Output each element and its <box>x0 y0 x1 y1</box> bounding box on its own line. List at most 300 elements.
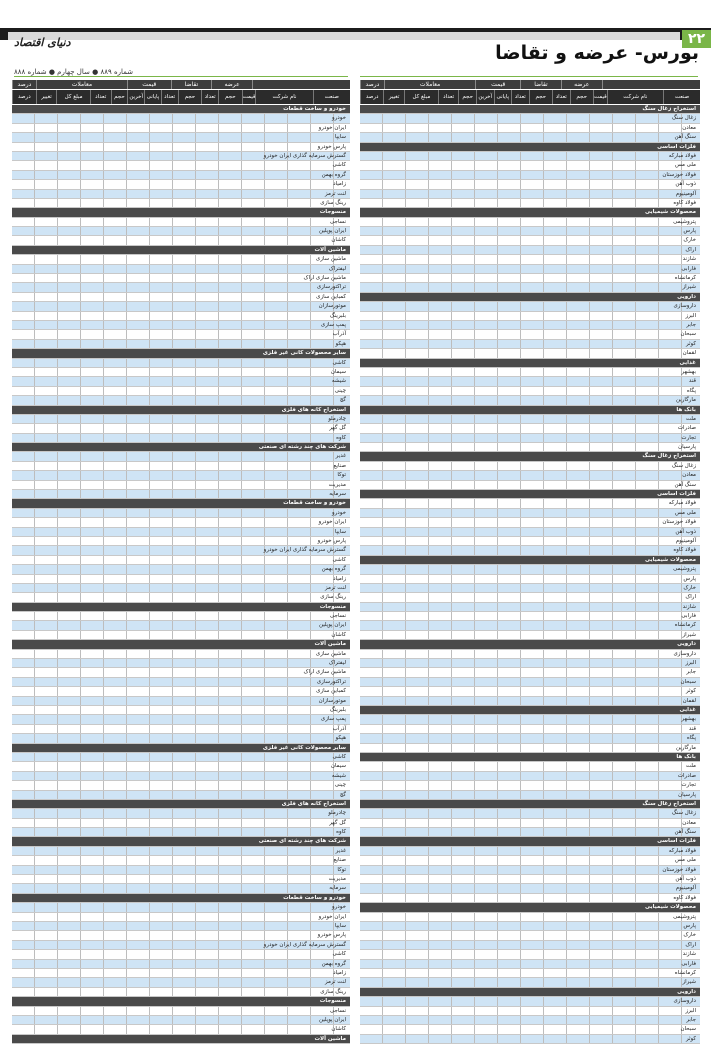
company-name: سیمان <box>330 368 346 375</box>
table-row <box>360 697 700 706</box>
table-row <box>12 950 350 959</box>
company-name: اراک <box>685 246 696 253</box>
group-label: قیمت <box>127 80 171 89</box>
table-row <box>360 330 700 339</box>
table-row <box>12 678 350 687</box>
table-row <box>360 875 700 884</box>
divider <box>14 76 348 77</box>
company-name: معادن <box>682 124 696 131</box>
table-row <box>12 819 350 828</box>
table-row <box>12 866 350 875</box>
table-row <box>360 518 700 527</box>
table-row <box>12 452 350 461</box>
table-row <box>12 969 350 978</box>
company-name: پتروشیمی <box>673 566 696 573</box>
sector-header <box>12 208 350 217</box>
table-row <box>360 762 700 771</box>
table-row <box>360 434 700 443</box>
table-row <box>12 152 350 161</box>
table-row <box>12 884 350 893</box>
sector-header <box>12 640 350 649</box>
table-row <box>12 593 350 602</box>
company-name: فولاد خوزستان <box>662 866 696 873</box>
company-name: صادرات <box>677 425 696 432</box>
table-row <box>360 114 700 123</box>
table-row <box>12 903 350 912</box>
company-name: ذوب آهن <box>675 528 696 535</box>
sector-header <box>12 603 350 612</box>
company-name: لقمان <box>682 350 696 357</box>
table-row <box>360 312 700 321</box>
company-name: سیمان <box>330 763 346 770</box>
company-name: گسترش سرمایه گذاری ایران خودرو <box>263 152 346 159</box>
company-name: کمباین سازی <box>316 688 346 695</box>
company-name: ایران خودرو <box>318 124 346 131</box>
sector-label: ماشین آلات <box>314 641 346 648</box>
company-name: موتورسازان <box>318 303 346 310</box>
table-row <box>12 161 350 170</box>
company-name: پتروشیمی <box>673 218 696 225</box>
company-name: بلبرینگ <box>329 312 346 319</box>
sector-header <box>360 452 700 461</box>
table-row <box>12 518 350 527</box>
company-name: گروه بهمن <box>321 960 346 967</box>
company-name: فولاد کاوه <box>673 199 696 206</box>
table-row <box>12 265 350 274</box>
table-row <box>360 1025 700 1034</box>
table-row <box>12 931 350 940</box>
company-name: معادن <box>682 819 696 826</box>
company-name: فولاد کاوه <box>673 894 696 901</box>
sector-label: دارویی <box>677 293 696 300</box>
company-name: خودرو <box>331 509 346 516</box>
table-row <box>360 377 700 386</box>
column-header: تعداد <box>511 90 529 104</box>
table-row <box>12 377 350 386</box>
company-name: کوثر <box>685 340 696 347</box>
company-name: البرز <box>685 1007 696 1014</box>
table-row <box>360 180 700 189</box>
table-row <box>12 960 350 969</box>
table-row <box>360 471 700 480</box>
company-name: گسترش سرمایه گذاری ایران خودرو <box>263 547 346 554</box>
company-name: فارابی <box>681 960 696 967</box>
company-name: کوثر <box>685 1035 696 1042</box>
column-header: تغییر <box>36 90 57 104</box>
column-header: قیمت <box>242 90 256 104</box>
table-row <box>360 1016 700 1025</box>
company-name: پارس خودرو <box>317 537 346 544</box>
table-row <box>360 931 700 940</box>
table-row <box>12 434 350 443</box>
table-row <box>12 293 350 302</box>
group-label: تقاضا <box>171 80 212 89</box>
company-name: رینگ سازی <box>320 199 346 206</box>
sector-header <box>360 105 700 114</box>
sector-label: فلزات اساسی <box>657 491 696 498</box>
company-name: پمپ سازی <box>320 321 346 328</box>
company-name: البرز <box>685 660 696 667</box>
company-name: سبحان <box>680 1026 696 1033</box>
company-name: آذرآب <box>332 725 346 732</box>
company-name: نساجی <box>329 1007 346 1014</box>
company-name: پارس <box>683 575 696 582</box>
table-row <box>360 791 700 800</box>
company-name: کاشان <box>331 237 346 244</box>
company-name: ملی مس <box>674 509 696 516</box>
column-header: آخرین <box>476 90 494 104</box>
company-name: فولاد مبارکه <box>668 152 696 159</box>
table-row <box>12 762 350 771</box>
sector-label: خودرو و ساخت قطعات <box>283 894 346 901</box>
table-row <box>360 922 700 931</box>
table-row <box>360 152 700 161</box>
company-name: مارگارین <box>676 744 696 751</box>
company-name: ایران پوپلین <box>319 622 346 629</box>
table-row <box>360 171 700 180</box>
company-name: شیشه <box>331 378 346 385</box>
table-row <box>12 575 350 584</box>
left-rows <box>12 105 350 1044</box>
company-name: مدیریت <box>328 481 346 488</box>
company-name: ایران پوپلین <box>319 1016 346 1023</box>
company-name: کرمانشاه <box>674 969 696 976</box>
table-row <box>360 734 700 743</box>
company-name: تراکتورسازی <box>316 284 346 291</box>
column-header: حجم <box>458 90 476 104</box>
sector-label: دارویی <box>677 641 696 648</box>
company-name: سنگ آهن <box>674 481 696 488</box>
sector-header <box>12 997 350 1006</box>
group-label: عرضه <box>211 80 252 89</box>
table-row <box>360 781 700 790</box>
company-name: شیراز <box>682 284 696 291</box>
company-name: صادرات <box>677 772 696 779</box>
company-name: رینگ سازی <box>320 988 346 995</box>
company-name: کاشی <box>332 951 346 958</box>
table-row <box>360 274 700 283</box>
table-row <box>12 424 350 433</box>
table-row <box>12 715 350 724</box>
divider <box>360 76 698 77</box>
table-row <box>360 969 700 978</box>
table-row <box>12 321 350 330</box>
company-name: سایپا <box>334 922 346 929</box>
company-name: گسترش سرمایه گذاری ایران خودرو <box>263 941 346 948</box>
company-name: کرمانشاه <box>674 622 696 629</box>
left-column-header <box>12 90 350 105</box>
sector-label: غذایی <box>679 707 696 713</box>
company-name: رینگ سازی <box>320 594 346 601</box>
table-row <box>360 499 700 508</box>
company-name: جابر <box>686 321 696 328</box>
sector-header <box>360 753 700 762</box>
table-row <box>360 744 700 753</box>
table-row <box>360 650 700 659</box>
company-name: کاشی <box>332 753 346 760</box>
table-row <box>12 218 350 227</box>
company-name: بهشهر <box>681 716 696 723</box>
company-name: ملت <box>685 415 696 422</box>
column-header: تعداد <box>161 90 178 104</box>
company-name: کاشی <box>332 556 346 563</box>
table-row <box>360 265 700 274</box>
table-row <box>12 387 350 396</box>
company-name: چینی <box>334 782 346 789</box>
company-name: پتروشیمی <box>673 913 696 920</box>
table-row <box>12 753 350 762</box>
table-row <box>360 481 700 490</box>
table-row <box>12 124 350 133</box>
column-header: نام شرکت <box>255 90 312 104</box>
table-row <box>360 612 700 621</box>
sector-label: محصولات شیمیایی <box>644 556 696 563</box>
column-header: تعداد <box>438 90 458 104</box>
company-name: گروه بهمن <box>321 171 346 178</box>
table-row <box>360 387 700 396</box>
company-name: خودرو <box>331 904 346 911</box>
company-name: لنت ترمز <box>324 584 346 591</box>
group-label <box>602 80 700 89</box>
company-name: نساجی <box>329 218 346 225</box>
table-row <box>12 255 350 264</box>
brand-logo: دنیای اقتصاد <box>14 36 71 49</box>
table-row <box>12 236 350 245</box>
table-row <box>360 236 700 245</box>
table-row <box>360 913 700 922</box>
table-row <box>12 481 350 490</box>
company-name: آلومینیوم <box>675 190 696 197</box>
sector-label: محصولات شیمیایی <box>644 209 696 216</box>
table-row <box>360 218 700 227</box>
table-row <box>360 443 700 452</box>
sector-header <box>12 800 350 809</box>
company-name: چادرملو <box>328 810 346 817</box>
company-name: غدیر <box>335 453 346 460</box>
company-name: گچ <box>339 791 346 798</box>
table-row <box>12 734 350 743</box>
company-name: آلومینیوم <box>675 885 696 892</box>
company-name: موتورسازان <box>318 697 346 704</box>
table-row <box>360 715 700 724</box>
table-row <box>12 913 350 922</box>
table-row <box>360 1007 700 1016</box>
company-name: قند <box>688 378 696 385</box>
table-row <box>360 528 700 537</box>
sector-label: ماشین آلات <box>314 1035 346 1042</box>
sector-header <box>12 105 350 114</box>
page-title: بورس- عرضه و تقاضا <box>495 42 699 64</box>
company-name: کاشی <box>332 359 346 366</box>
table-row <box>12 143 350 152</box>
company-name: لقمان <box>682 697 696 704</box>
company-name: شازند <box>682 951 696 958</box>
table-row <box>12 312 350 321</box>
table-row <box>12 462 350 471</box>
group-label: درصد <box>360 80 384 89</box>
column-header: نام شرکت <box>607 90 663 104</box>
company-name: شیراز <box>682 631 696 638</box>
company-name: پارس <box>683 228 696 235</box>
company-name: پارس خودرو <box>317 932 346 939</box>
sector-header <box>12 246 350 255</box>
column-header: تعداد <box>201 90 218 104</box>
table-row <box>360 687 700 696</box>
company-name: آلومینیوم <box>675 537 696 544</box>
sector-header <box>12 349 350 358</box>
sector-header <box>12 443 350 452</box>
column-header: صنعت <box>313 90 350 104</box>
company-name: سایپا <box>334 528 346 535</box>
table-row <box>12 687 350 696</box>
column-header: حجم <box>570 90 593 104</box>
table-row <box>12 415 350 424</box>
table-row <box>12 856 350 865</box>
table-row <box>12 283 350 292</box>
column-header: مبلغ کل <box>404 90 438 104</box>
table-row <box>360 772 700 781</box>
company-name: شیشه <box>331 772 346 779</box>
company-name: ملی مس <box>674 857 696 864</box>
table-row <box>360 950 700 959</box>
company-name: سنگ آهن <box>674 829 696 836</box>
company-name: چادرملو <box>328 415 346 422</box>
column-header: حجم <box>178 90 202 104</box>
table-row <box>12 359 350 368</box>
company-name: فولاد کاوه <box>673 547 696 554</box>
company-name: سنگ آهن <box>674 134 696 141</box>
sector-header <box>12 1035 350 1044</box>
table-row <box>360 415 700 424</box>
table-row <box>360 978 700 987</box>
table-row <box>12 791 350 800</box>
company-name: داروسازی <box>673 303 696 310</box>
company-name: سرمایه <box>329 885 346 892</box>
company-name: کاشان <box>331 1026 346 1033</box>
table-row <box>12 621 350 630</box>
column-header: تغییر <box>383 90 403 104</box>
sector-label: محصولات شیمیایی <box>644 904 696 911</box>
column-header: تعداد <box>90 90 111 104</box>
right-group-header <box>360 80 700 90</box>
sector-header <box>12 499 350 508</box>
sector-label: غذایی <box>679 359 696 366</box>
table-row <box>12 368 350 377</box>
company-name: فارابی <box>681 613 696 620</box>
company-name: داروسازی <box>673 998 696 1005</box>
company-name: پارس <box>683 922 696 929</box>
company-name: بهشهر <box>681 368 696 375</box>
table-row <box>12 875 350 884</box>
right-column-header <box>360 90 700 105</box>
sector-header <box>360 406 700 415</box>
column-header: حجم <box>529 90 552 104</box>
table-row <box>360 603 700 612</box>
company-name: جابر <box>686 669 696 676</box>
table-row <box>12 302 350 311</box>
company-name: شازند <box>682 603 696 610</box>
table-row <box>360 960 700 969</box>
company-name: زامیاد <box>333 575 346 582</box>
table-row <box>360 133 700 142</box>
sector-header <box>360 903 700 912</box>
table-row <box>360 941 700 950</box>
company-name: اراک <box>685 594 696 601</box>
group-label: معاملات <box>384 80 475 89</box>
company-name: مارگارین <box>676 397 696 404</box>
sector-header <box>360 359 700 368</box>
company-name: توکا <box>337 866 346 873</box>
table-row <box>12 556 350 565</box>
table-row <box>12 697 350 706</box>
table-row <box>12 725 350 734</box>
company-name: کاوه <box>336 434 346 441</box>
company-name: زغال سنگ <box>671 810 696 817</box>
company-name: چینی <box>334 387 346 394</box>
column-header: مبلغ کل <box>56 90 90 104</box>
company-name: شیراز <box>682 979 696 986</box>
company-name: پمپ سازی <box>320 716 346 723</box>
table-row <box>360 246 700 255</box>
sector-label: منسوجات <box>319 998 346 1005</box>
sector-header <box>360 490 700 499</box>
issue-info: شماره ۸۸۹ ● سال چهارم ● شماره ۸۸۸ <box>14 68 134 76</box>
company-name: خارک <box>683 237 696 244</box>
sector-label: ماشین آلات <box>314 246 346 253</box>
column-header: حجم <box>218 90 242 104</box>
column-header: تعداد <box>552 90 570 104</box>
table-row <box>12 941 350 950</box>
company-name: فولاد مبارکه <box>668 847 696 854</box>
table-row <box>360 368 700 377</box>
company-name: اراک <box>685 941 696 948</box>
table-row <box>12 988 350 997</box>
sector-header <box>12 837 350 846</box>
table-row <box>360 302 700 311</box>
company-name: شازند <box>682 256 696 263</box>
table-row <box>12 490 350 499</box>
table-row <box>360 678 700 687</box>
company-name: سبحان <box>680 678 696 685</box>
table-row <box>12 847 350 856</box>
company-name: سایپا <box>334 134 346 141</box>
table-row <box>12 809 350 818</box>
company-name: ایران خودرو <box>318 913 346 920</box>
table-row <box>12 659 350 668</box>
company-name: ملی مس <box>674 162 696 169</box>
sector-label: شرکت های چند رشته ای صنعتی <box>258 838 346 845</box>
table-row <box>360 424 700 433</box>
table-row <box>360 819 700 828</box>
company-name: لیفتراک <box>328 265 346 272</box>
company-name: خودرو <box>331 115 346 122</box>
table-row <box>360 190 700 199</box>
company-name: گل گهر <box>329 425 346 432</box>
table-row <box>12 612 350 621</box>
sector-label: شرکت های چند رشته ای صنعتی <box>258 444 346 451</box>
table-row <box>360 866 700 875</box>
sector-header <box>360 556 700 565</box>
table-row <box>360 847 700 856</box>
company-name: پارس خودرو <box>317 143 346 150</box>
column-header: درصد <box>12 90 36 104</box>
table-row <box>12 781 350 790</box>
sector-label: بانک ها <box>676 406 696 413</box>
company-name: ایران خودرو <box>318 519 346 526</box>
company-name: فولاد خوزستان <box>662 519 696 526</box>
table-row <box>12 227 350 236</box>
table-row <box>12 668 350 677</box>
